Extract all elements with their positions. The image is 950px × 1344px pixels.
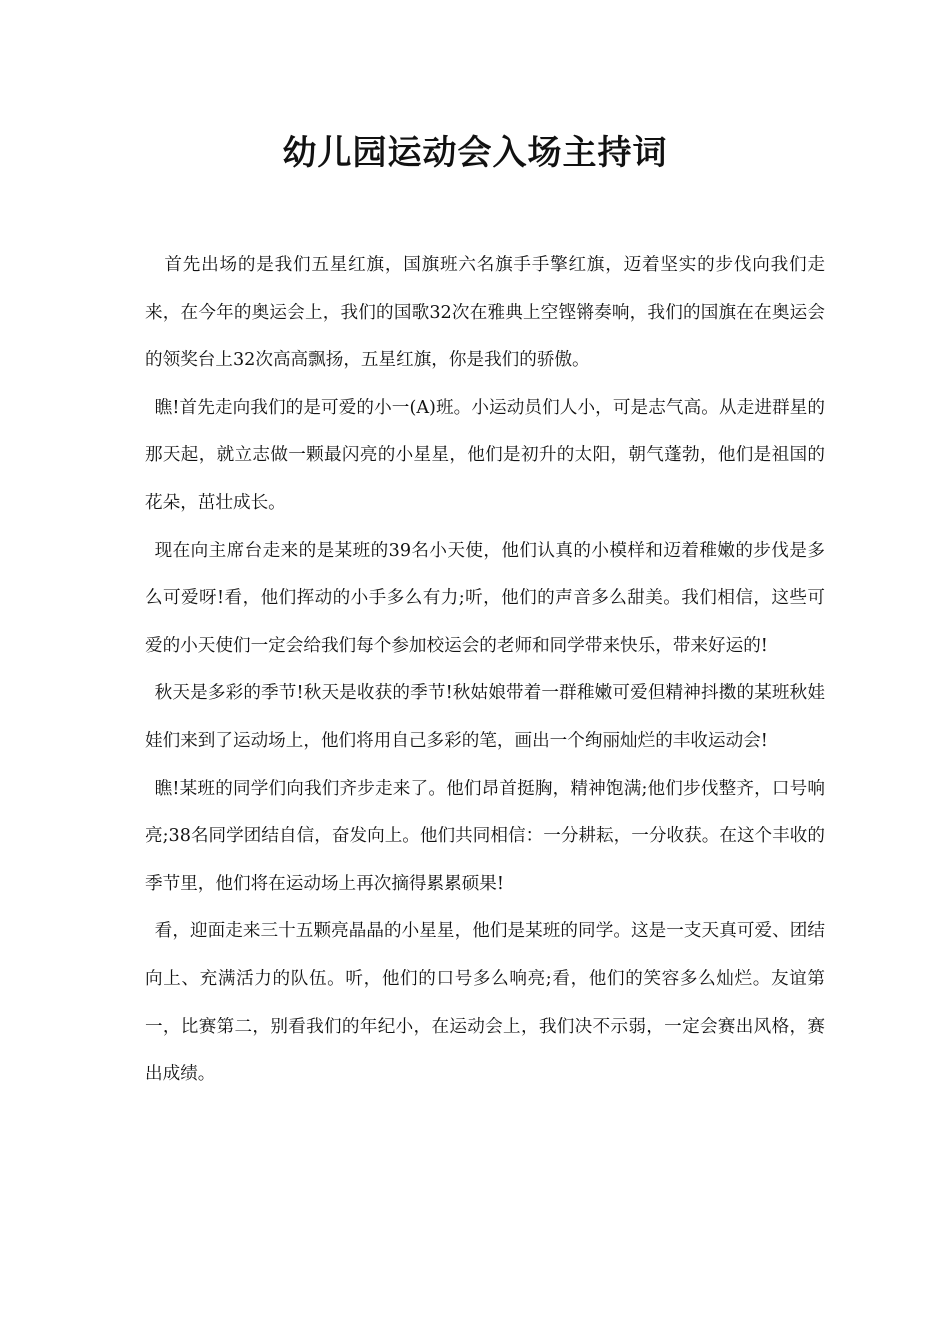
document-title: 幼儿园运动会入场主持词 (282, 133, 668, 173)
paragraph-39-angels: 现在向主席台走来的是某班的39名小天使，他们认真的小模样和迈着稚嫩的步伐是多么可爱呀!看，他们挥动的小手多么有力;听，他们的声音多么甜美。我们相信，这些可爱的小天使们一定会给我们每个参加校运会的老师和同学带来快乐，带来好运的! (145, 540, 825, 656)
paragraph-autumn: 秋天是多彩的季节!秋天是收获的季节!秋姑娘带着一群稚嫩可爱但精神抖擞的某班秋娃娃们来到了运动场上，他们将用自己多彩的笔，画出一个绚丽灿烂的丰收运动会! (145, 683, 825, 751)
paragraph-class-1a: 瞧!首先走向我们的是可爱的小一(A)班。小运动员们人小，可是志气高。从走进群星的那天起，就立志做一颗最闪亮的小星星，他们是初升的太阳，朝气蓬勃，他们是祖国的花朵，茁壮成长。 (145, 397, 825, 513)
paragraph-flag-entrance: 首先出场的是我们五星红旗，国旗班六名旗手手擎红旗，迈着坚实的步伐向我们走来，在今年的奥运会上，我们的国歌32次在雅典上空铿锵奏响，我们的国旗在在奥运会的领奖台上32次高高飘扬，五星红旗，你是我们的骄傲。 (145, 255, 825, 371)
document-body (145, 242, 825, 1099)
paragraph-35-stars: 看，迎面走来三十五颗亮晶晶的小星星，他们是某班的同学。这是一支天真可爱、团结向上、充满活力的队伍。听，他们的口号多么响亮;看，他们的笑容多么灿烂。友谊第一，比赛第二，别看我们的年纪小，在运动会上，我们决不示弱，一定会赛出风格，赛出成绩。 (145, 921, 825, 1085)
paragraph-38-students: 瞧!某班的同学们向我们齐步走来了。他们昂首挺胸，精神饱满;他们步伐整齐，口号响亮;38名同学团结自信，奋发向上。他们共同相信：一分耕耘，一分收获。在这个丰收的季节里，他们将在运动场上再次摘得累累硕果! (145, 778, 825, 894)
